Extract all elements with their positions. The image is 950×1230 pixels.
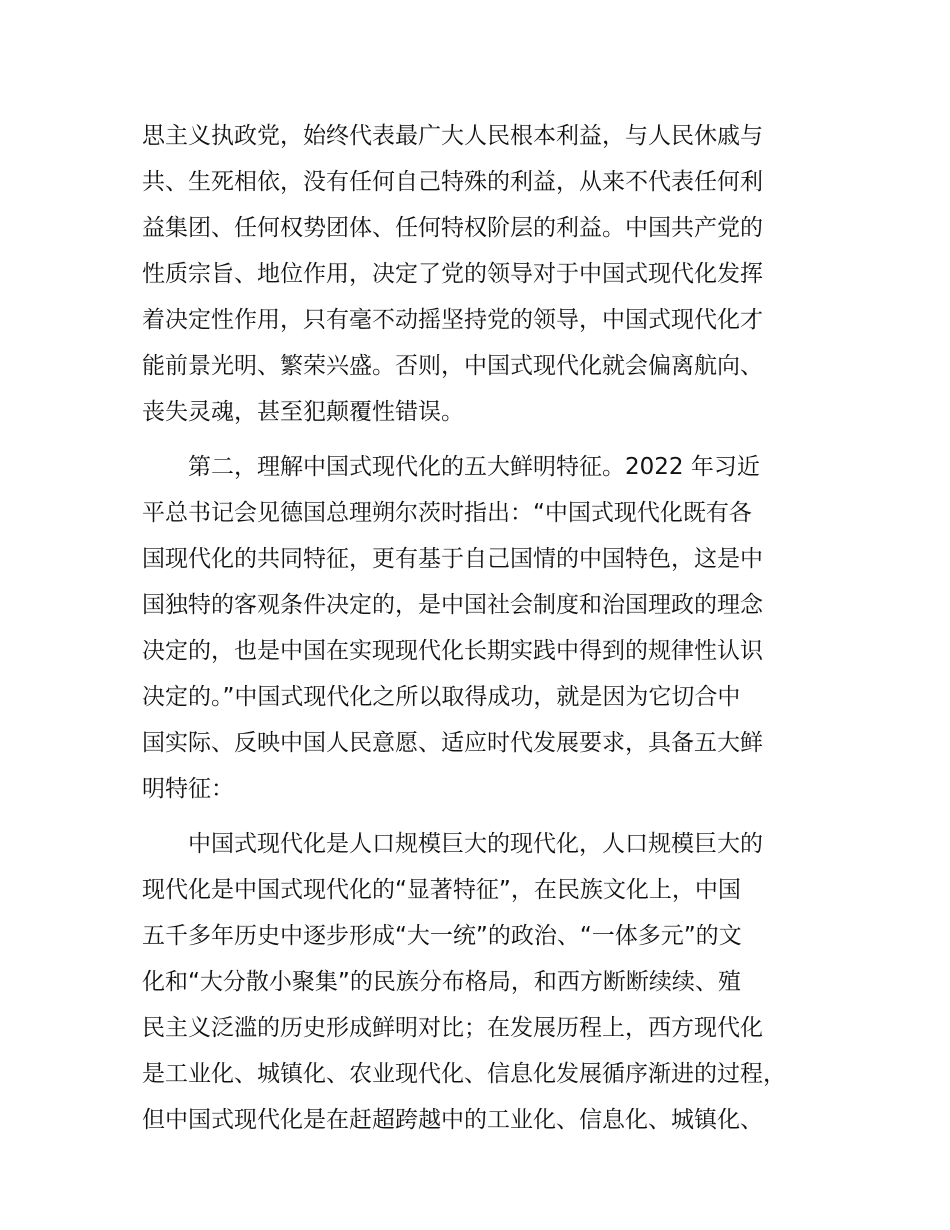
text-line: 明特征： xyxy=(142,776,234,802)
text-line: 思主义执政党，始终代表最广大人民根本利益，与人民休戚与 xyxy=(142,123,763,149)
paragraph-3 xyxy=(142,821,822,1143)
document-body xyxy=(142,113,822,1152)
text-line: 决定的，也是中国在实现现代化长期实践中得到的规律性认识 xyxy=(142,638,763,664)
text-line: 性质宗旨、地位作用，决定了党的领导对于中国式现代化发挥 xyxy=(142,261,763,287)
text-line: 是工业化、城镇化、农业现代化、信息化发展循序渐进的过程， xyxy=(142,1061,786,1087)
text-line: 平总书记会见德国总理朔尔茨时指出：“中国式现代化既有各 xyxy=(142,500,752,526)
text-line-first: 中国式现代化是人口规模巨大的现代化，人口规模巨大的 xyxy=(188,831,763,857)
text-line: 化和“大分散小聚集”的民族分布格局，和西方断断续续、殖 xyxy=(142,969,741,995)
paragraph-2 xyxy=(142,444,822,812)
text-line: 国实际、反映中国人民意愿、适应时代发展要求，具备五大鲜 xyxy=(142,730,763,756)
text-line: 但中国式现代化是在赶超跨越中的工业化、信息化、城镇化、 xyxy=(142,1107,763,1133)
text-line: 国独特的客观条件决定的，是中国社会制度和治国理政的理念 xyxy=(142,592,763,618)
text-line: 现代化是中国式现代化的“显著特征”，在民族文化上，中国 xyxy=(142,877,741,903)
paragraph-1 xyxy=(142,113,822,435)
text-line: 共、生死相依，没有任何自己特殊的利益，从来不代表任何利 xyxy=(142,169,763,195)
text-line-first: 第二，理解中国式现代化的五大鲜明特征。2022 年习近 xyxy=(188,454,760,480)
text-line: 益集团、任何权势团体、任何特权阶层的利益。中国共产党的 xyxy=(142,215,763,241)
text-line: 丧失灵魂，甚至犯颠覆性错误。 xyxy=(142,399,464,425)
text-line: 决定的。”中国式现代化之所以取得成功，就是因为它切合中 xyxy=(142,684,741,710)
text-line: 五千多年历史中逐步形成“大一统”的政治、“一体多元”的文 xyxy=(142,923,742,949)
text-line: 着决定性作用，只有毫不动摇坚持党的领导，中国式现代化才 xyxy=(142,307,763,333)
text-line: 民主义泛滥的历史形成鲜明对比；在发展历程上，西方现代化 xyxy=(142,1015,763,1041)
text-line: 能前景光明、繁荣兴盛。否则，中国式现代化就会偏离航向、 xyxy=(142,353,763,379)
text-line: 国现代化的共同特征，更有基于自己国情的中国特色，这是中 xyxy=(142,546,763,572)
